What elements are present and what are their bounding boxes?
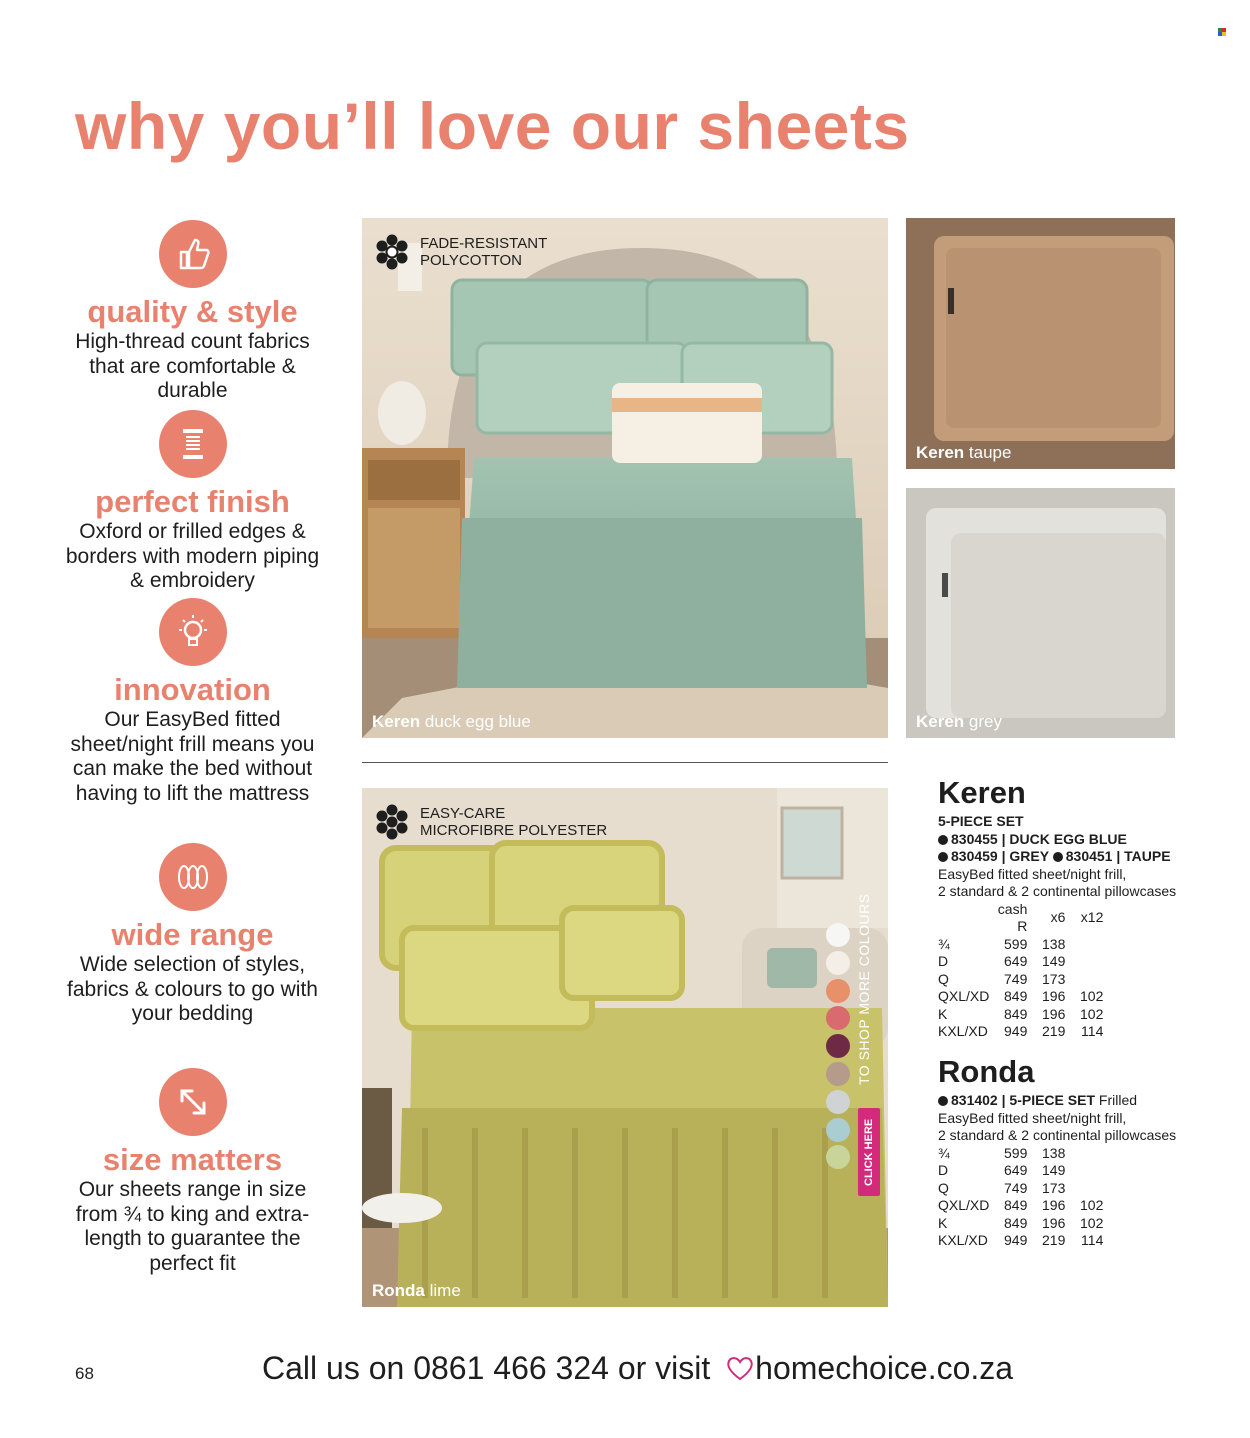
size-cell: ¾ [938,1144,950,1161]
feature-size-matters [60,1068,325,1276]
price-cell: 219 [1042,1023,1066,1039]
size-cell: D [938,953,949,969]
product-colour: GREY [1009,848,1049,864]
ronda-price-table [938,1145,1103,1250]
thread-spool-icon [159,410,227,478]
hexagon-cluster-icon [374,804,410,840]
colour-swatch[interactable] [826,1090,850,1114]
badge-line-1: FADE-RESISTANT [420,235,548,252]
price-header [938,901,989,936]
feature-wide-range [60,843,325,1027]
price-header: x12 [1080,909,1104,926]
product-description: 2 standard & 2 continental pillowcases [938,1127,1177,1143]
price-row [938,1197,1103,1215]
price-cell: 114 [1081,1023,1104,1039]
price-row [938,971,1103,989]
size-cell: KXL/XD [938,1023,988,1039]
feature-description: High-thread count fabrics that are comfortable & durable [75,330,310,402]
size-cell: D [938,1162,949,1178]
feature-title: wide range [111,917,274,952]
price-cell: 949 [1004,1232,1028,1248]
price-cell [1065,1180,1103,1198]
section-divider [362,762,888,763]
product-code: 831402 [951,1092,998,1108]
feature-title: perfect finish [95,484,290,519]
product-colour: DUCK EGG BLUE [1009,830,1127,847]
price-header: cash R [997,900,1028,934]
price-cell: 219 [1042,1232,1066,1248]
code-icon [1053,852,1063,862]
caption-name: Ronda [372,1281,425,1300]
heart-icon [725,1353,755,1383]
product-colour: TAUPE [1124,848,1171,864]
caption-colour: taupe [964,443,1012,462]
price-cell: 149 [1042,953,1066,969]
size-cell: KXL/XD [938,1232,988,1248]
feature-quality-style [60,220,325,404]
price-cell: 649 [1004,953,1028,969]
price-cell [1065,1162,1103,1180]
price-cell: 196 [1042,988,1066,1004]
resize-arrow-icon [159,1068,227,1136]
keren-duck-egg-blue-photo [362,218,888,738]
ronda-lime-photo [362,788,888,1307]
product-code: 830451 [1065,848,1113,864]
photo-caption [916,443,1011,463]
price-row [938,1006,1103,1024]
price-cell: 849 [1004,988,1028,1004]
price-cell: 102 [1080,988,1104,1004]
size-cell: QXL/XD [938,1197,990,1213]
badge-fade-resistant [374,234,547,270]
size-cell: Q [938,970,949,987]
keren-price-table [938,901,1103,1041]
caption-colour: lime [424,1281,461,1300]
price-row [938,1162,1103,1180]
code-icon [938,852,948,862]
price-row [938,1180,1103,1198]
product-description: EasyBed fitted sheet/night frill, [938,1109,1127,1126]
price-cell: 173 [1042,970,1066,987]
price-cell [1065,936,1103,954]
caption-name: Keren [916,712,965,731]
price-cell: 102 [1080,1197,1104,1213]
colour-swatch[interactable] [826,1034,850,1058]
feature-description: Wide selection of styles, fabrics & colours to go with your bedding [67,953,318,1025]
caption-colour: grey [964,712,1002,731]
keren-product-info: Keren 5-PIECE SET 830455 | DUCK EGG BLUE 830459 | GREY 830451 | TAUPE EasyBed fitted sheet/night frill, 2 standard & 2 continental pillowcases cash R x6 x12 ¾ 599 138 D 649 149 Q 749 173 QXL/XD 849 196 102 K 849 196 102 KXL/XD 949 219 114 [938,775,1177,1039]
badge-line-2: MICROFIBRE POLYESTER [420,822,608,839]
colour-swatch[interactable] [826,1118,850,1142]
corner-logo-mark [1218,28,1226,36]
feature-title: size matters [102,1142,283,1177]
price-cell: 138 [1042,935,1066,952]
price-cell: 849 [1004,1214,1028,1231]
footer-contact [262,1350,1013,1387]
size-cell: ¾ [938,935,950,952]
thumbs-up-icon [159,220,227,288]
product-description: 2 standard & 2 continental pillowcases [938,883,1177,899]
hexagon-cluster-icon [374,234,410,270]
price-cell: 114 [1081,1232,1104,1248]
photo-caption [916,712,1002,732]
price-cell: 599 [1004,935,1028,952]
caption-name: Keren [916,443,965,462]
price-cell: 649 [1004,1162,1028,1178]
colour-swatch[interactable] [826,979,850,1003]
code-icon [938,835,948,845]
product-set: 5-PIECE SET [938,813,1024,829]
price-cell [1065,953,1103,971]
price-header: x6 [1050,909,1066,926]
caption-name: Keren [372,712,421,731]
price-row [938,1232,1103,1250]
product-set: 5-PIECE SET [1009,1092,1096,1108]
price-cell: 138 [1042,1144,1066,1161]
price-cell: 749 [1004,1179,1028,1196]
price-cell: 196 [1042,1005,1066,1022]
badge-easy-care [374,804,607,840]
keren-grey-photo [906,488,1175,738]
size-cell: QXL/XD [938,988,990,1004]
photo-caption [372,1281,461,1301]
price-row [938,1023,1103,1041]
feature-innovation [60,598,325,806]
page-title: why you’ll love our sheets [75,89,910,163]
price-cell: 149 [1042,1162,1066,1178]
price-row [938,988,1103,1006]
price-row [938,1215,1103,1233]
price-cell [1065,971,1103,989]
price-cell: 849 [1004,1197,1028,1213]
colour-swatch[interactable] [826,923,850,947]
feature-title: innovation [114,672,271,707]
price-cell: 102 [1080,1214,1104,1231]
click-here-label[interactable]: CLICK HERE [863,1118,875,1186]
feature-description: Our sheets range in size from ¾ to king and extra-length to guarantee the perfect fit [75,1178,310,1275]
feature-title: quality & style [87,294,298,329]
price-cell: 196 [1042,1214,1066,1231]
footer-text: Call us on 0861 466 324 or visit [262,1350,711,1386]
footer-site-link[interactable]: homechoice.co.za [755,1350,1014,1386]
colour-swatch[interactable] [826,1062,850,1086]
price-cell: 849 [1004,1005,1028,1022]
size-cell: K [938,1214,948,1231]
price-cell [1065,1145,1103,1163]
product-description: EasyBed fitted sheet/night frill, [938,865,1127,882]
price-row [938,936,1103,954]
product-set-suffix: Frilled [1095,1092,1138,1108]
product-code: 830455 [951,830,998,847]
product-code: 830459 [951,848,998,864]
lightbulb-icon [159,598,227,666]
ronda-product-info: Ronda 831402 | 5-PIECE SET Frilled EasyBed fitted sheet/night frill, 2 standard & 2 continental pillowcases ¾ 599 138 D 649 149 Q 749 173 QXL/XD 849 196 102 K 849 196 102 KXL/XD 949 219 114 [938,1054,1177,1248]
price-row [938,1145,1103,1163]
price-header-row [938,901,1103,936]
caption-colour: duck egg blue [420,712,531,731]
badge-line-1: EASY-CARE [420,805,506,822]
product-name: Keren [938,775,1026,810]
price-cell: 102 [1080,1005,1104,1022]
price-row [938,953,1103,971]
photo-caption [372,712,531,732]
badge-line-2: POLYCOTTON [420,252,522,269]
size-cell: Q [938,1179,949,1196]
feature-description: Oxford or frilled edges & borders with modern piping & embroidery [65,520,320,592]
price-cell: 196 [1042,1197,1066,1213]
keren-taupe-photo [906,218,1175,469]
price-cell: 949 [1004,1023,1028,1039]
code-icon [938,1096,948,1106]
size-cell: K [938,1005,948,1022]
price-cell: 749 [1004,970,1028,987]
shop-more-colours-label: TO SHOP MORE COLOURS [856,893,872,1085]
product-name: Ronda [938,1054,1035,1089]
price-cell: 173 [1042,1179,1066,1196]
feature-perfect-finish [60,410,325,594]
feature-description: Our EasyBed fitted sheet/night frill means you can make the bed without having to lift the mattress [70,708,315,805]
colour-swatch[interactable] [826,951,850,975]
page-number: 68 [75,1364,94,1383]
fabric-rolls-icon [159,843,227,911]
price-cell: 599 [1004,1144,1028,1161]
